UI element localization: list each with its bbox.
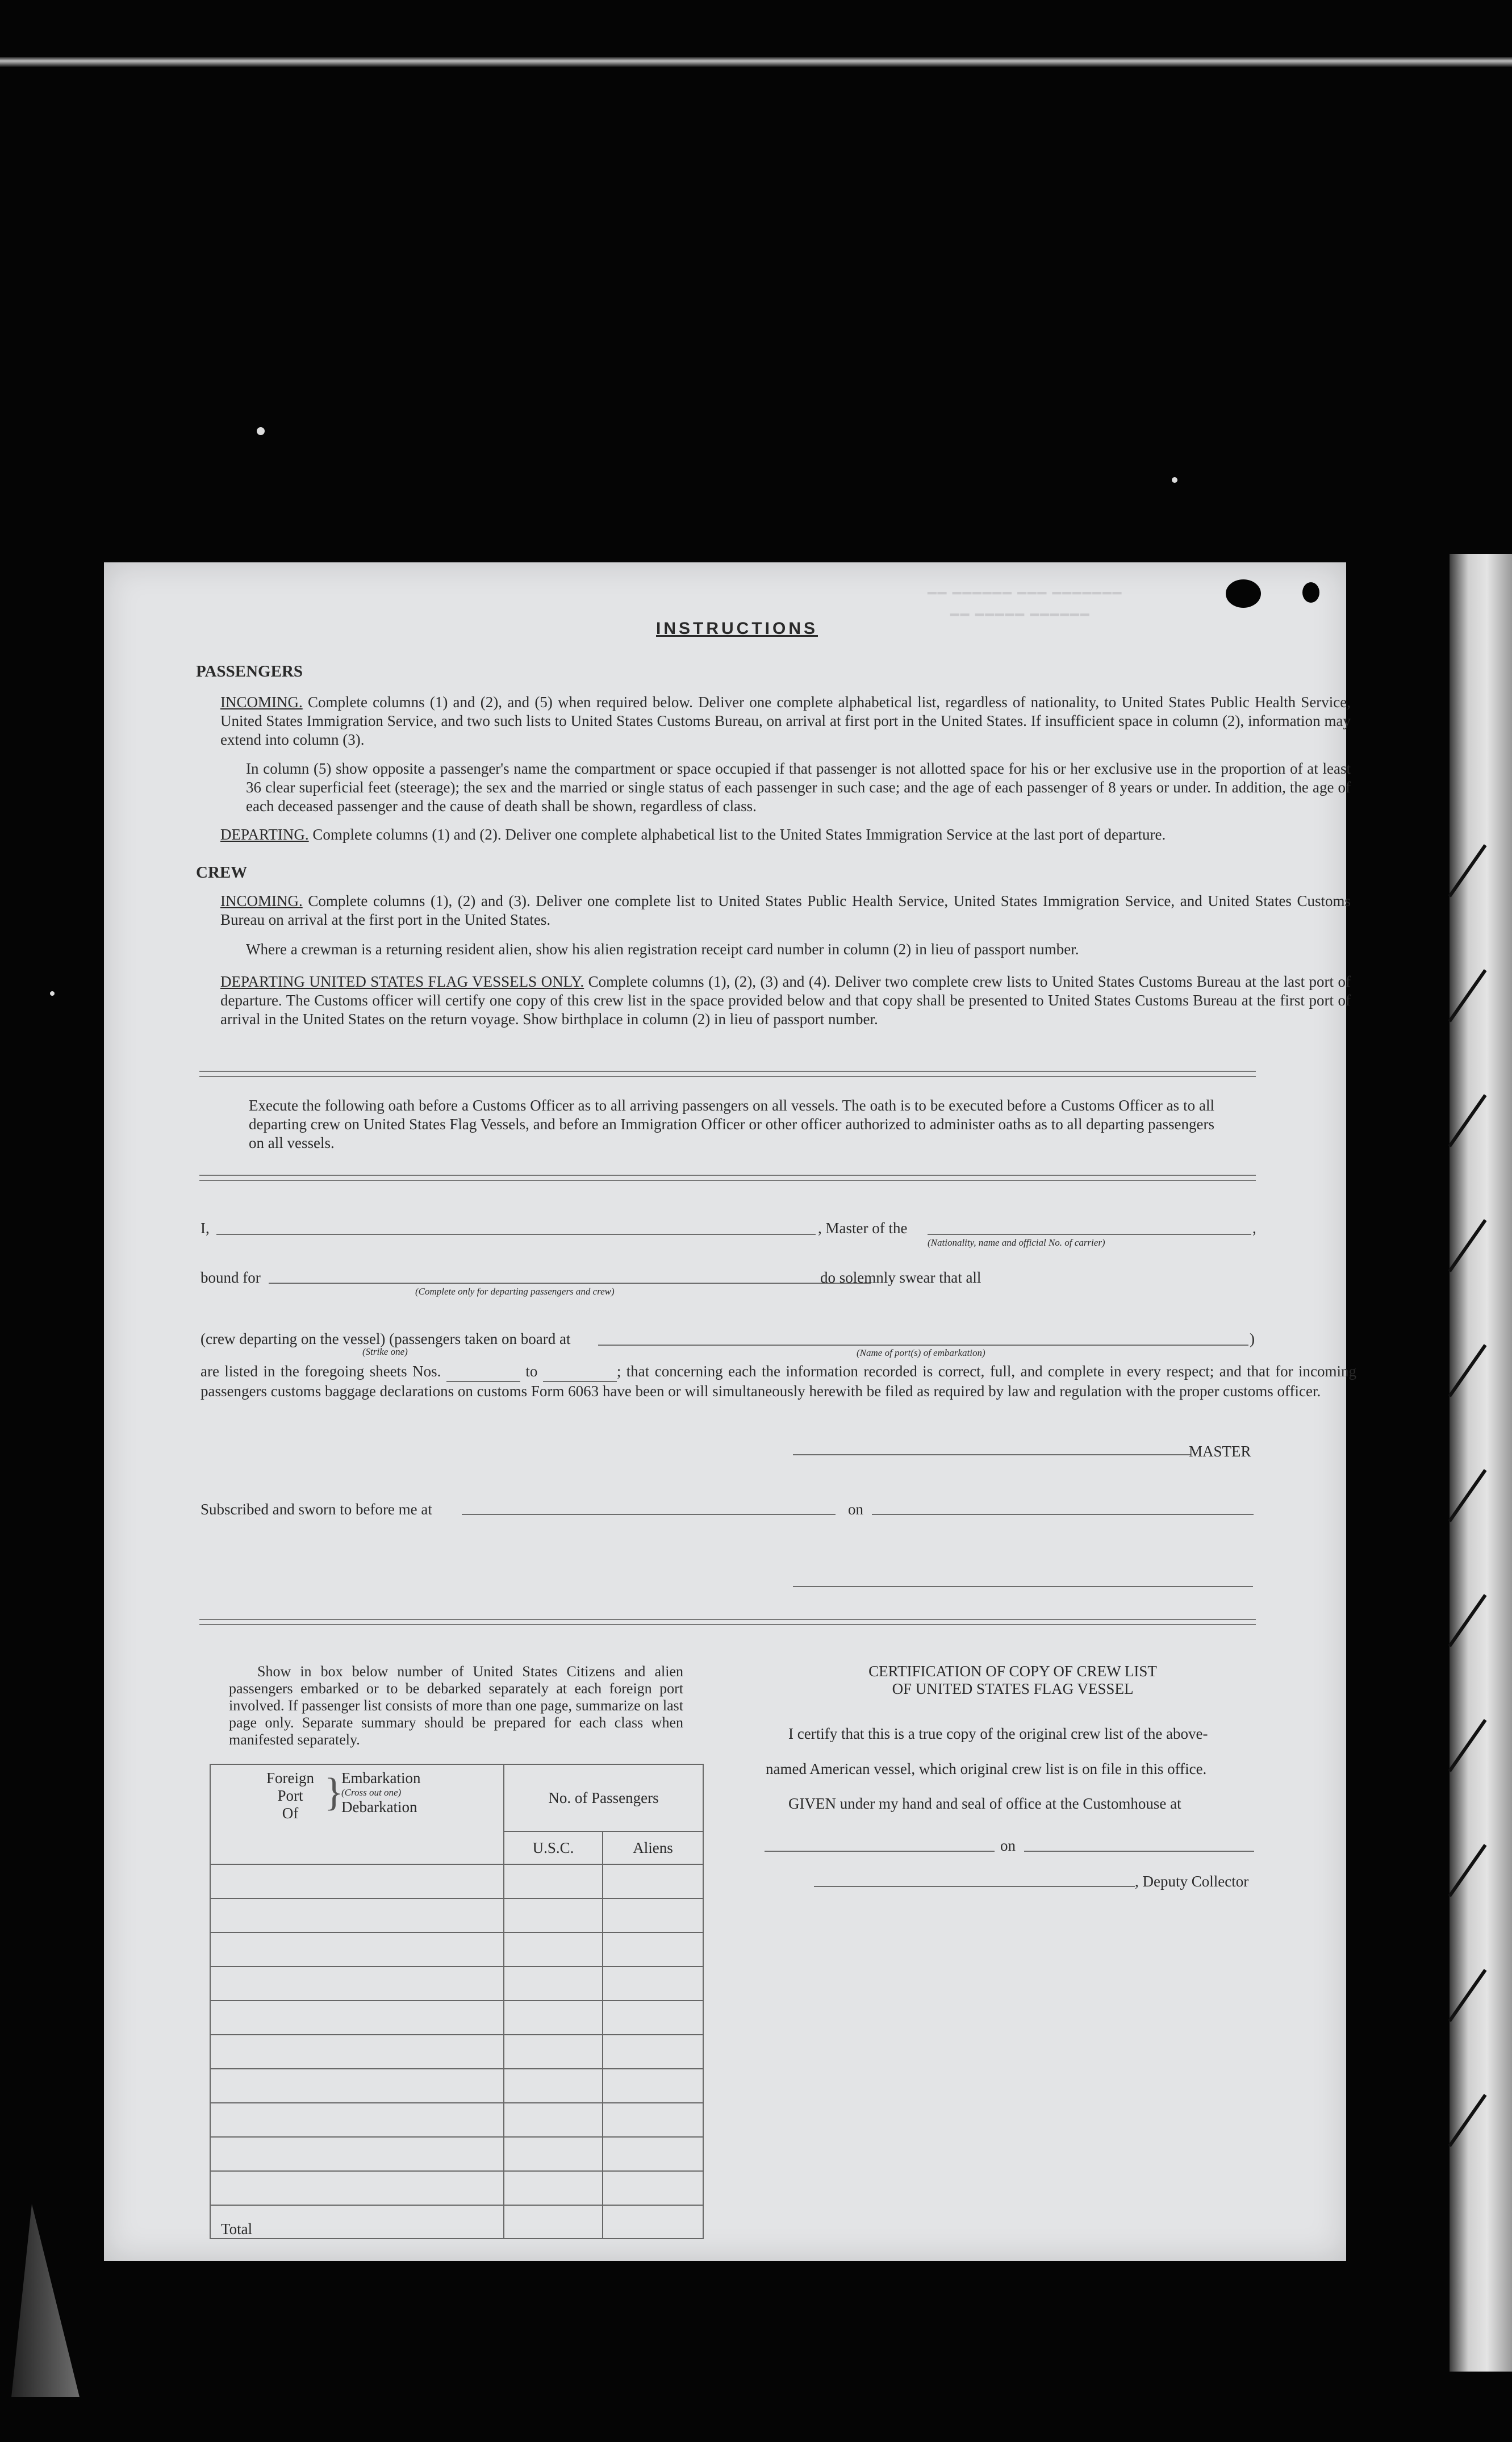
crew-resident-paragraph: Where a crewman is a returning resident alien, show his alien registration receipt card number in column (2) in lieu of passport number. [246,941,1079,958]
table-row [210,1864,703,1898]
usc-cell[interactable] [504,2001,603,2035]
aliens-cell[interactable] [603,1864,703,1898]
embarkation-ports-field[interactable] [598,1345,1248,1346]
crew-departing-text: Complete columns (1), (2), (3) and (4). Deliver two complete crew lists to United States Customs Bureau at the last port of departure. The Customs officer will certify one copy of this crew list in the space provided below and that copy shall be presented to United States Customs Bureau at the first port of arrival in the United States on the return voyage. Show birthplace in column (2) in lieu of passport number. [220,973,1351,1028]
crew-departing-paragraph [220,972,1351,1029]
master-name-field[interactable] [216,1234,816,1235]
port-cell[interactable] [210,2001,504,2035]
usc-header-cell: U.S.C. [504,1831,603,1864]
usc-total-cell[interactable] [504,2205,603,2239]
table-row [210,2171,703,2205]
usc-cell[interactable] [504,1864,603,1898]
dust-speck [1172,477,1177,483]
certification-line2: named American vessel, which original crew list is on file in this office. [766,1760,1207,1777]
sworn-place-field[interactable] [462,1514,836,1515]
aliens-cell[interactable] [603,2171,703,2205]
total-row [210,2205,703,2239]
passengers-departing-label: DEPARTING. [220,826,309,843]
sheets-rest-text: ; that concerning each the information recorded is correct, full, and complete in every respect; and that for incoming passengers customs baggage declarations on customs Form 6063 have been or will simultaneously herewith be filed as required by law and regulation with the proper customs officer. [201,1363,1357,1400]
adjacent-page-edge [1450,554,1512,2372]
sheets-label: are listed in the foregoing sheets Nos. [201,1363,441,1380]
port-cell[interactable] [210,2103,504,2137]
certification-date-field[interactable] [1024,1851,1254,1852]
ports-hint: (Name of port(s) of embarkation) [857,1347,985,1358]
foreign-label: Foreign [266,1769,314,1786]
deputy-signature-field[interactable] [814,1886,1135,1887]
form-page: ━━ ━━━━━━ ━━━ ━━━━━━━ ━━ ━━━━━ ━━━━━━ INSTRUCTIONS PASSENGERS INCOMING. Complete columns (1) and (2), and (5) when required below. Deliver one complete alphabetical list, regardless of nationality, to United States Public Health Service, United States Immigration Service, and two such lists to United States Customs Bureau, on arrival at first port in the United States. If insufficient space in column (2), information may extend into column (3). In column (5) show opposite a passenger's name the compartment or space occupied if that passenger is not allotted space for his or her exclusive use in the proportion of at least 36 clear superficial feet (steerage); the sex and the married or single status of each passenger in such case; and the age of each passenger of 8 years or under. In addition, the age of each deceased passenger and the cause of death shall be shown, regardless of class. DEPARTING. Complete columns (1) and (2). Deliver one complete alphabetical list to the United States Immigration Service at the last port of departure. CREW INCOMING. Complete columns (1), (2) and (3). Deliver one complete list to United States Public Health Service, United States Immigration Service, and United States Customs Bureau on arrival at the first port in the United States. Where a crewman is a returning resident alien, show his alien registration receipt card number in column (2) in lieu of passport number. DEPARTING UNITED STATES FLAG VESSELS ONLY. Complete columns (1), (2), (3) and (4). Deliver two complete crew lists to United States Customs Bureau at the last port of departure. The Customs officer will certify one copy of this crew list in the space provided below and that copy shall be presented to United States Customs Bureau at the first port of arrival in the United States on the return voyage. Show birthplace in column (2) in lieu of passport number. Execute the following oath before a Customs Officer as to all arriving passengers on all vessels. The oath is to be executed before a Customs Officer as to all departing crew on United States Flag Vessels, and before an Immigration Officer or other officer authorized to administer oaths as to all departing passengers on all vessels. I, , Master of the , (Nationality, name and official No. of carrier) bound for (Complete only for departing passengers and crew) do solemnly swear that all (crew departing on the vessel) (passengers taken on board at (Strike one) (Name of port(s) of embarkation) ) are listed in the foregoing sheets Nos. to ; that concerning each the information recorded is correct, full, and complete in every respect; and that for incoming passengers customs baggage declarations on customs Form 6063 have been or will simultaneously herewith be filed as required by law and regulation with the proper customs officer. MASTER Subscribed and sworn to before me at on Show in box below number of United States Citizens and alien passengers embarked or to be debarked separately at each foreign port involved. If passenger list consists of more than one page, summarize on last page only. Separate summary should be prepared for each class when manifested separately. Foreign Port Of } Embarkation (Cross out one) Debarkation No. of Passengers U.S.C. Aliens Total CERTIFICATION OF COPY OF CREW LIST OF UNITED STATES FLAG VESSEL I certify that this is a true copy of the original crew list of the above- named American vessel, which original crew list is on file in this office. GIVEN under my hand and seal of office at the Customhouse at on , Deputy Collector [104,562,1346,2261]
dust-speck [50,991,55,996]
total-label: Total [210,2205,504,2239]
certification-line3: GIVEN under my hand and seal of office at the Customhouse at [788,1795,1181,1812]
sheet-from-field[interactable] [446,1362,520,1382]
passengers-incoming-label: INCOMING. [220,694,303,711]
port-cell[interactable] [210,1967,504,2001]
certification-line1: I certify that this is a true copy of the original crew list of the above- [788,1725,1208,1742]
oath-i-label: I, [201,1220,210,1237]
usc-cell[interactable] [504,2171,603,2205]
table-row [210,2035,703,2069]
aliens-cell[interactable] [603,2069,703,2103]
table-row [210,1967,703,2001]
passengers-header-cell: No. of Passengers [504,1764,703,1831]
section-divider [199,1619,1256,1625]
film-fold-artifact [11,2204,80,2397]
brace-glyph: } [324,1771,344,1814]
usc-cell[interactable] [504,2137,603,2171]
bound-for-label: bound for [201,1269,261,1286]
usc-cell[interactable] [504,2069,603,2103]
crew-heading: CREW [196,863,248,882]
of-label: Of [282,1805,299,1822]
table-row [210,1932,703,1967]
crew-incoming-text: Complete columns (1), (2) and (3). Deliver one complete list to United States Public Health Service, United States Immigration Service, and United States Customs Bureau on arrival at the first port in the United States. [220,892,1351,928]
usc-cell[interactable] [504,2035,603,2069]
usc-cell[interactable] [504,2103,603,2137]
port-cell[interactable] [210,2069,504,2103]
certification-title-line1: CERTIFICATION OF COPY OF CREW LIST [868,1663,1157,1680]
certification-title-line2: OF UNITED STATES FLAG VESSEL [892,1680,1134,1697]
table-row [210,2001,703,2035]
strike-one-hint: (Strike one) [362,1346,408,1357]
certification-on-label: on [1000,1837,1016,1854]
sheets-paragraph [201,1362,1356,1401]
passengers-departing-text: Complete columns (1) and (2). Deliver one complete alphabetical list to the United States Immigration Service at the last port of departure. [312,826,1166,843]
bound-for-field[interactable] [269,1283,871,1284]
aliens-cell[interactable] [603,1898,703,1932]
port-cell[interactable] [210,1864,504,1898]
sworn-date-field[interactable] [872,1514,1254,1515]
master-label: MASTER [1189,1443,1251,1460]
aliens-cell[interactable] [603,2035,703,2069]
crew-departing-label: DEPARTING UNITED STATES FLAG VESSELS ONLY. [220,973,584,990]
aliens-cell[interactable] [603,2103,703,2137]
table-row [210,2069,703,2103]
crew-incoming-paragraph [220,892,1351,929]
instructions-title: INSTRUCTIONS [656,619,818,638]
port-label: Port [277,1787,303,1804]
passengers-column5-paragraph: In column (5) show opposite a passenger's name the compartment or space occupied if that passenger is not allotted space for his or her exclusive use in the proportion of at least 36 clear superficial feet (steerage); the sex and the married or single status of each passenger in such case; and the age of each passenger of 8 years or under. In addition, the age of each deceased passenger and the cause of death shall be shown, regardless of class. [246,760,1351,815]
master-signature-field[interactable] [793,1454,1191,1455]
passengers-departing-paragraph [220,825,1351,844]
crew-incoming-label: INCOMING. [220,892,303,909]
sworn-on-label: on [848,1501,863,1518]
aliens-cell[interactable] [603,1967,703,2001]
crew-departing-label: (crew departing on the vessel) (passengers taken on board at [201,1330,571,1347]
oath-instruction: Execute the following oath before a Customs Officer as to all arriving passengers on all vessels. The oath is to be executed before a Customs Officer as to all departing crew on United States Flag Vessels, and before an Immigration Officer or other officer authorized to administer oaths as to all departing passengers on all vessels. [249,1097,1214,1151]
punch-hole [1302,582,1319,603]
aliens-total-cell[interactable] [603,2205,703,2239]
carrier-hint: (Nationality, name and official No. of carrier) [928,1237,1105,1248]
section-divider [199,1071,1256,1077]
debarkation-label: Debarkation [341,1798,417,1815]
section-divider [199,1175,1256,1181]
carrier-field[interactable] [928,1234,1251,1235]
deputy-collector-label: , Deputy Collector [1135,1873,1249,1890]
port-cell[interactable] [210,2137,504,2171]
cross-out-hint: (Cross out one) [341,1787,402,1798]
port-cell[interactable] [210,2171,504,2205]
aliens-cell[interactable] [603,2137,703,2171]
usc-cell[interactable] [504,1932,603,1967]
sheet-to-field[interactable] [543,1362,617,1382]
port-cell[interactable] [210,1898,504,1932]
embarkation-label: Embarkation [341,1769,421,1786]
swear-label: do solemnly swear that all [820,1269,981,1286]
passengers-incoming-paragraph [220,693,1351,749]
sheets-to-label: to [525,1363,538,1380]
port-cell[interactable] [210,1932,504,1967]
usc-cell[interactable] [504,1967,603,2001]
table-row [210,2103,703,2137]
customhouse-field[interactable] [765,1851,995,1852]
table-row [210,2137,703,2171]
film-top-strip [0,57,1512,67]
subscribed-label: Subscribed and sworn to before me at [201,1501,432,1518]
punch-hole [1226,579,1261,608]
passenger-summary-table [210,1764,704,2239]
summary-instruction: Show in box below number of United States Citizens and alien passengers embarked or to be debarked separately at each foreign port involved. If passenger list consists of more than one page, summarize on last page only. Separate summary should be prepared for each class when manifested separately. [229,1663,683,1748]
aliens-cell[interactable] [603,2001,703,2035]
officer-signature-field[interactable] [793,1586,1253,1587]
master-of-label: , Master of the [818,1220,908,1237]
aliens-header-cell: Aliens [603,1831,703,1864]
port-header-cell [210,1764,504,1864]
usc-cell[interactable] [504,1898,603,1932]
passengers-incoming-text: Complete columns (1) and (2), and (5) when required below. Deliver one complete alphabetical list, regardless of nationality, to United States Public Health Service, United States Immigration Service, and two such lists to United States Customs Bureau, on arrival at first port in the United States. If insufficient space in column (2), information may extend into column (3). [220,694,1351,748]
table-row [210,1898,703,1932]
port-cell[interactable] [210,2035,504,2069]
passengers-heading: PASSENGERS [196,662,303,681]
bound-for-hint: (Complete only for departing passengers and crew) [415,1286,615,1297]
aliens-cell[interactable] [603,1932,703,1967]
dust-speck [257,427,265,435]
